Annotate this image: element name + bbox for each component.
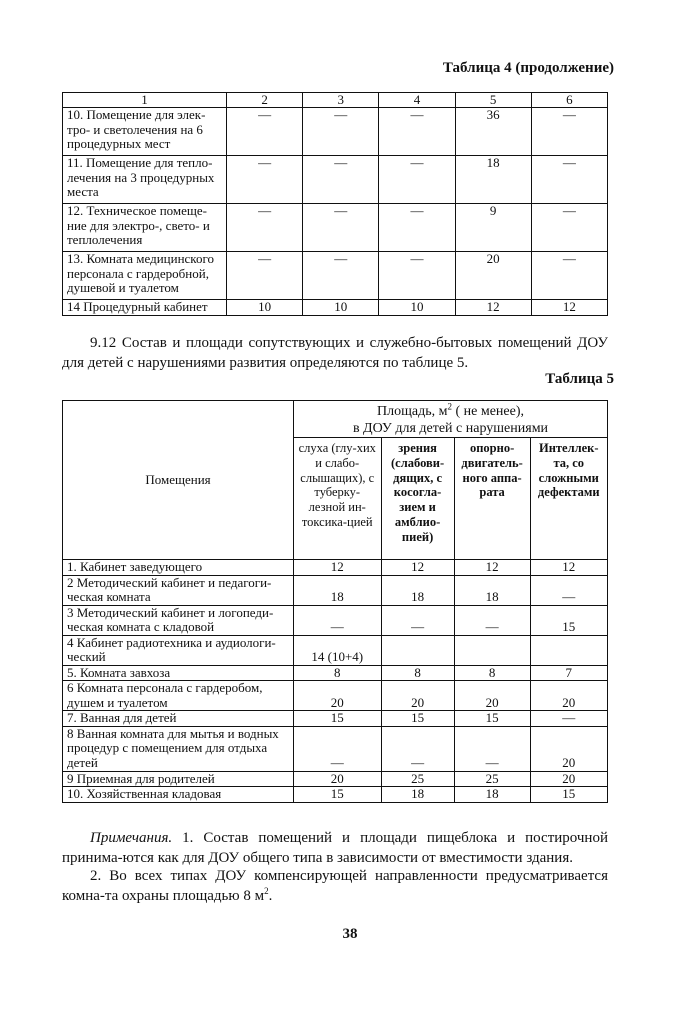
table5-value-cell: 20: [530, 771, 607, 787]
table5-value-cell: 8: [381, 665, 454, 681]
table-4-continuation: [62, 92, 608, 316]
table5-room-name: 7. Ванная для детей: [63, 711, 294, 727]
note-2-text: 2. Во всех типах ДОУ компенсирующей направленности предусматривается комна-та охраны площадью 8 м: [62, 868, 608, 904]
table5-body: [63, 401, 608, 803]
table5-row: [63, 726, 608, 771]
area-header-line2: в ДОУ для детей с нарушениями: [352, 421, 549, 436]
table-5: [62, 400, 608, 803]
table5-value-cell: 20: [530, 681, 607, 711]
table5-value-cell: 15: [530, 787, 607, 803]
table4-value-cell: —: [227, 204, 303, 252]
table5-value-cell: 18: [381, 787, 454, 803]
table4-value-cell: 18: [455, 156, 531, 204]
table4-row: [63, 108, 608, 156]
table4-value-cell: —: [227, 108, 303, 156]
table5-value-cell: —: [454, 726, 530, 771]
table5-value-cell: —: [294, 726, 382, 771]
table5-col-intellect: Интеллек-та, со сложными дефектами: [530, 438, 607, 560]
table4-value-cell: —: [531, 252, 607, 300]
table5-value-cell: [381, 635, 454, 665]
table4-value-cell: —: [531, 108, 607, 156]
table5-value-cell: 15: [381, 711, 454, 727]
table4-value-cell: —: [531, 204, 607, 252]
table5-room-name: 6 Комната персонала с гардеробом, душем и туалетом: [63, 681, 294, 711]
note-1-text: 1. Состав помещений и площади пищеблока и постирочной принима-ются как для ДОУ общего типа в зависимости от вместимости здания.: [62, 830, 608, 866]
table5-value-cell: 18: [381, 575, 454, 605]
table5-row: [63, 575, 608, 605]
table5-room-header: Помещения: [63, 401, 294, 560]
table4-value-cell: 9: [455, 204, 531, 252]
table5-value-cell: 20: [454, 681, 530, 711]
table4-value-cell: —: [379, 108, 455, 156]
table4-row: [63, 156, 608, 204]
table4-row: [63, 252, 608, 300]
table4-value-cell: 12: [531, 300, 607, 316]
table4-value-cell: 20: [455, 252, 531, 300]
table5-value-cell: 12: [381, 560, 454, 576]
table5-row: [63, 787, 608, 803]
paragraph-9-12: 9.12 Состав и площади сопутствующих и служебно-бытовых помещений ДОУ для детей с нарушениями развития определяются по таблице 5.: [62, 335, 608, 371]
table5-area-header: [294, 401, 608, 438]
note-1: [62, 828, 608, 868]
table5-value-cell: 8: [454, 665, 530, 681]
table4-value-cell: —: [303, 156, 379, 204]
table4-body: [63, 93, 608, 316]
table4-room-name: 12. Техническое помеще-ние для электро-, свето- и теплолечения: [63, 204, 227, 252]
table5-value-cell: —: [454, 605, 530, 635]
table5-value-cell: [454, 635, 530, 665]
table4-row: [63, 204, 608, 252]
table5-value-cell: 8: [294, 665, 382, 681]
table4-caption: Таблица 4 (продолжение): [442, 60, 614, 76]
table4-value-cell: —: [379, 156, 455, 204]
table4-value-cell: 12: [455, 300, 531, 316]
table5-row: [63, 560, 608, 576]
table5-room-name: 1. Кабинет заведующего: [63, 560, 294, 576]
table5-header-row-1: [63, 401, 608, 438]
table4-room-name: 10. Помещение для элек-тро- и светолечения на 6 процедурных мест: [63, 108, 227, 156]
table4-value-cell: —: [303, 252, 379, 300]
table5-row: [63, 635, 608, 665]
table4-col-header: 5: [455, 93, 531, 108]
table5-value-cell: 18: [454, 575, 530, 605]
area-header-line1: Площадь, м: [377, 404, 448, 419]
table5-value-cell: —: [381, 605, 454, 635]
table4-value-cell: —: [227, 252, 303, 300]
page-number: 38: [342, 926, 358, 942]
table5-room-name: 5. Комната завхоза: [63, 665, 294, 681]
table4-value-cell: 10: [379, 300, 455, 316]
table4-value-cell: —: [379, 252, 455, 300]
table5-value-cell: 25: [381, 771, 454, 787]
table4-col-header: 6: [531, 93, 607, 108]
table5-value-cell: 20: [530, 726, 607, 771]
table4-row: [63, 300, 608, 316]
table5-value-cell: 15: [530, 605, 607, 635]
table5-value-cell: [530, 635, 607, 665]
table4-header-row: [63, 93, 608, 108]
table5-room-name: 4 Кабинет радиотехника и аудиологи-ческий: [63, 635, 294, 665]
table4-value-cell: 10: [227, 300, 303, 316]
table5-value-cell: 12: [530, 560, 607, 576]
table5-value-cell: 14 (10+4): [294, 635, 382, 665]
table4-col-header: 3: [303, 93, 379, 108]
table5-row: [63, 665, 608, 681]
note-2-sup: 2: [264, 886, 269, 896]
table4-room-name: 13. Комната медицинского персонала с гардеробной, душевой и туалетом: [63, 252, 227, 300]
table4-value-cell: —: [531, 156, 607, 204]
notes-label: Примечания.: [90, 830, 173, 846]
table5-value-cell: 15: [454, 711, 530, 727]
table5-value-cell: 7: [530, 665, 607, 681]
note-2-end: .: [268, 888, 273, 904]
table5-room-name: 8 Ванная комната для мытья и водных процедур с помещением для отдыха детей: [63, 726, 294, 771]
table5-room-name: 10. Хозяйственная кладовая: [63, 787, 294, 803]
table5-value-cell: 15: [294, 787, 382, 803]
table4-col-header: 1: [63, 93, 227, 108]
table5-value-cell: 18: [294, 575, 382, 605]
table5-value-cell: 12: [454, 560, 530, 576]
table5-value-cell: 20: [294, 771, 382, 787]
area-header-sup: 2: [447, 401, 452, 412]
table5-row: [63, 711, 608, 727]
table5-caption: Таблица 5: [545, 371, 614, 387]
table5-row: [63, 681, 608, 711]
table4-value-cell: —: [379, 204, 455, 252]
table5-room-name: 3 Методический кабинет и логопеди-ческая комната с кладовой: [63, 605, 294, 635]
table5-value-cell: —: [381, 726, 454, 771]
table5-value-cell: 20: [294, 681, 382, 711]
table4-col-header: 2: [227, 93, 303, 108]
table5-room-name: 2 Методический кабинет и педагоги-ческая комната: [63, 575, 294, 605]
table5-room-name: 9 Приемная для родителей: [63, 771, 294, 787]
table5-row: [63, 605, 608, 635]
table5-col-locomotor: опорно-двигатель-ного аппа-рата: [454, 438, 530, 560]
table4-value-cell: —: [303, 108, 379, 156]
table5-value-cell: —: [294, 605, 382, 635]
table4-col-header: 4: [379, 93, 455, 108]
table5-value-cell: 20: [381, 681, 454, 711]
table4-value-cell: 10: [303, 300, 379, 316]
table5-col-hearing: слуха (глу-хих и слабо-слышащих), с туберку-лезной ин-токсика-цией: [294, 438, 382, 560]
table4-value-cell: —: [227, 156, 303, 204]
table5-value-cell: 25: [454, 771, 530, 787]
table4-value-cell: 36: [455, 108, 531, 156]
table5-value-cell: 18: [454, 787, 530, 803]
table5-col-vision: зрения (слабови-дящих, с косогла-зием и амблио-пией): [381, 438, 454, 560]
table5-value-cell: —: [530, 711, 607, 727]
table5-row: [63, 771, 608, 787]
note-2: [62, 866, 608, 906]
table5-value-cell: 12: [294, 560, 382, 576]
table5-value-cell: 15: [294, 711, 382, 727]
table5-value-cell: —: [530, 575, 607, 605]
table4-value-cell: —: [303, 204, 379, 252]
area-header-line1-end: ( не менее),: [451, 404, 524, 419]
table4-room-name: 14 Процедурный кабинет: [63, 300, 227, 316]
table4-room-name: 11. Помещение для тепло-лечения на 3 процедурных места: [63, 156, 227, 204]
